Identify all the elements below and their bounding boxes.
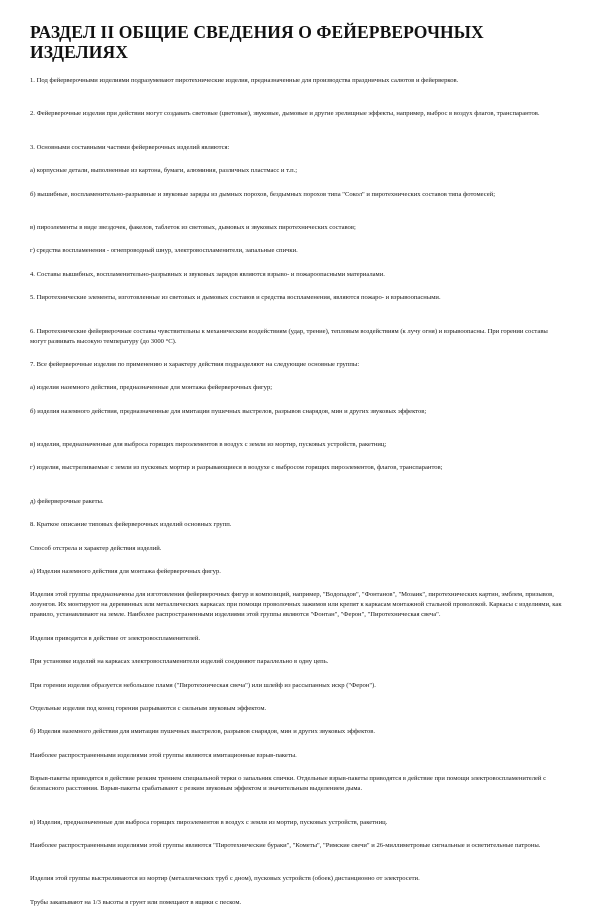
- paragraph-3c: в) пироэлементы в виде звездочек, факелов, таблеток из световых, дымовых и звуковых пиротехнических составов;: [30, 223, 356, 231]
- paragraph-18: Взрыв-пакеты приводятся в действие резким трением специальной терки о запальник спички. Отдельные взрыв-пакеты приводятся в действие при помощи электровоспламенителей с безопасного расстояния. Взрыв-пакеты срабатывают с резким звуковым эффектом и значительным выделением дыма.: [30, 775, 547, 793]
- paragraph-14: При горении изделия образуется небольшое пламя ("Пиротехническая свеча") или шлейф из рассыпанных искр ("Ферон").: [30, 681, 376, 689]
- paragraph-3a: а) корпусные детали, выполненные из картона, бумаги, алюминия, различных пластмасс и т.п.;: [30, 167, 298, 175]
- paragraph-8: 8. Краткое описание типовых фейерверочных изделий основных групп.: [30, 521, 232, 529]
- paragraph-7b: б) изделия наземного действия, предназначенные для имитации пушечных выстрелов, разрывов снарядов, мин и других звуковых эффектов;: [30, 407, 427, 415]
- paragraph-10: а) Изделия наземного действия для монтажа фейерверочных фигур.: [30, 568, 221, 576]
- paragraph-15: Отдельные изделия под конец горения разрываются с сильным звуковым эффектом.: [30, 704, 267, 712]
- paragraph-13: При установке изделий на каркасах электровоспламенители изделий соединяют параллельно в одну цепь.: [30, 658, 329, 666]
- paragraph-16: б) Изделия наземного действия для имитации пушечных выстрелов, разрывов снарядов, мин и других звуковых эффектов.: [30, 728, 376, 736]
- paragraph-7d: г) изделия, выстреливаемые с земли из пусковых мортир и разрывающиеся в воздухе с выбросом горящих пироэлементов, флагов, транспарантов;: [30, 464, 443, 472]
- paragraph-4: 4. Составы вышибных, воспламенительно-разрывных и звуковых зарядов являются взрыво- и пожароопасными материалами.: [30, 270, 385, 278]
- paragraph-19: в) Изделия, предназначенные для выброса горящих пироэлементов в воздух с земли из мортир, пусковых устройств, ракетниц.: [30, 818, 388, 826]
- paragraph-7a: а) изделия наземного действия, предназначенные для монтажа фейерверочных фигур;: [30, 384, 273, 392]
- paragraph-2: 2. Фейерверочные изделия при действии могут создавать световые (цветовые), звуковые, дымовые и другие зрелищные эффекты, например, выброс в воздух флагов, транспарантов.: [30, 110, 540, 118]
- paragraph-1: 1. Под фейерверочными изделиями подразумевают пиротехнические изделия, предназначенные для производства праздничных салютов и фейерверков.: [30, 77, 459, 84]
- paragraph-20: Наиболее распространенными изделиями этой группы являются "Пиротехнические бураки", "Кометы", "Римские свечи" и 26-миллиметровые сигнальные и осветительные патроны.: [30, 841, 541, 849]
- paragraph-3b: б) вышибные, воспламенительно-разрывные и звуковые заряды из дымных порохов, бездымных порохов типа "Сокол" и пиротехнических составов типа фотомесей;: [30, 190, 496, 198]
- paragraph-7c: в) изделия, предназначенные для выброса горящих пироэлементов в воздух с земли из мортир, пусковых устройств, ракетниц;: [30, 441, 387, 449]
- paragraph-12: Изделия приводятся в действие от электровоспламенителей.: [30, 634, 201, 642]
- paragraph-3: 3. Основными составными частями фейерверочных изделий являются:: [30, 143, 230, 151]
- paragraph-9: Способ отстрела и характер действия изделий.: [30, 544, 162, 552]
- paragraph-5: 5. Пиротехнические элементы, изготовленные из световых и дымовых составов и средства воспламенения, являются пожаро- и взрывоопасными.: [30, 294, 441, 302]
- paragraph-3d: г) средства воспламенения - огнепроводный шнур, электровоспламенители, запальные спички.: [30, 247, 298, 255]
- section-title: РАЗДЕЛ II ОБЩИЕ СВЕДЕНИЯ О ФЕЙЕРВЕРОЧНЫХ ИЗДЕЛИЯХ: [30, 22, 484, 62]
- paragraph-6: 6. Пиротехнические фейерверочные составы чувствительны к механическим воздействиям (удар, трение), тепловым воздействиям (к лучу огня) и взрывоопасны. При горении составы могут развивать высокую температуру (до 3000 °С).: [30, 327, 548, 345]
- paragraph-17: Наиболее распространенными изделиями этой группы являются имитационные взрыв-пакеты.: [30, 751, 297, 759]
- paragraph-7: 7. Все фейерверочные изделия по применению и характеру действия подразделяют на следующие основные группы:: [30, 360, 360, 368]
- paragraph-7e: д) фейерверочные ракеты.: [30, 497, 104, 505]
- paragraph-11: Изделия этой группы предназначены для изготовления фейерверочных фигур и композиций, например, "Водопадов", "Фонтанов", "Мозаик", пиротехнических картин, эмблем, призывов, лозунгов. Их монтируют на деревянных или металлических каркасах при помощи проволочных зажимов или крепят к каркасам монтажной стальной проволокой. Каркасы с изделиями, как правило, устанавливают на земле. Наиболее распространенными изделиями этой группы являются "Фонтан", "Ферон", "Пиротехническая свеча".: [30, 591, 562, 619]
- paragraph-21: Изделия этой группы выстреливаются из мортир (металлических труб с дном), пусковых устройств (обоек) дистанционно от электросети.: [30, 875, 420, 883]
- paragraph-22: Трубы закапывают на 1/3 высоты в грунт или помещают в ящики с песком.: [30, 898, 242, 906]
